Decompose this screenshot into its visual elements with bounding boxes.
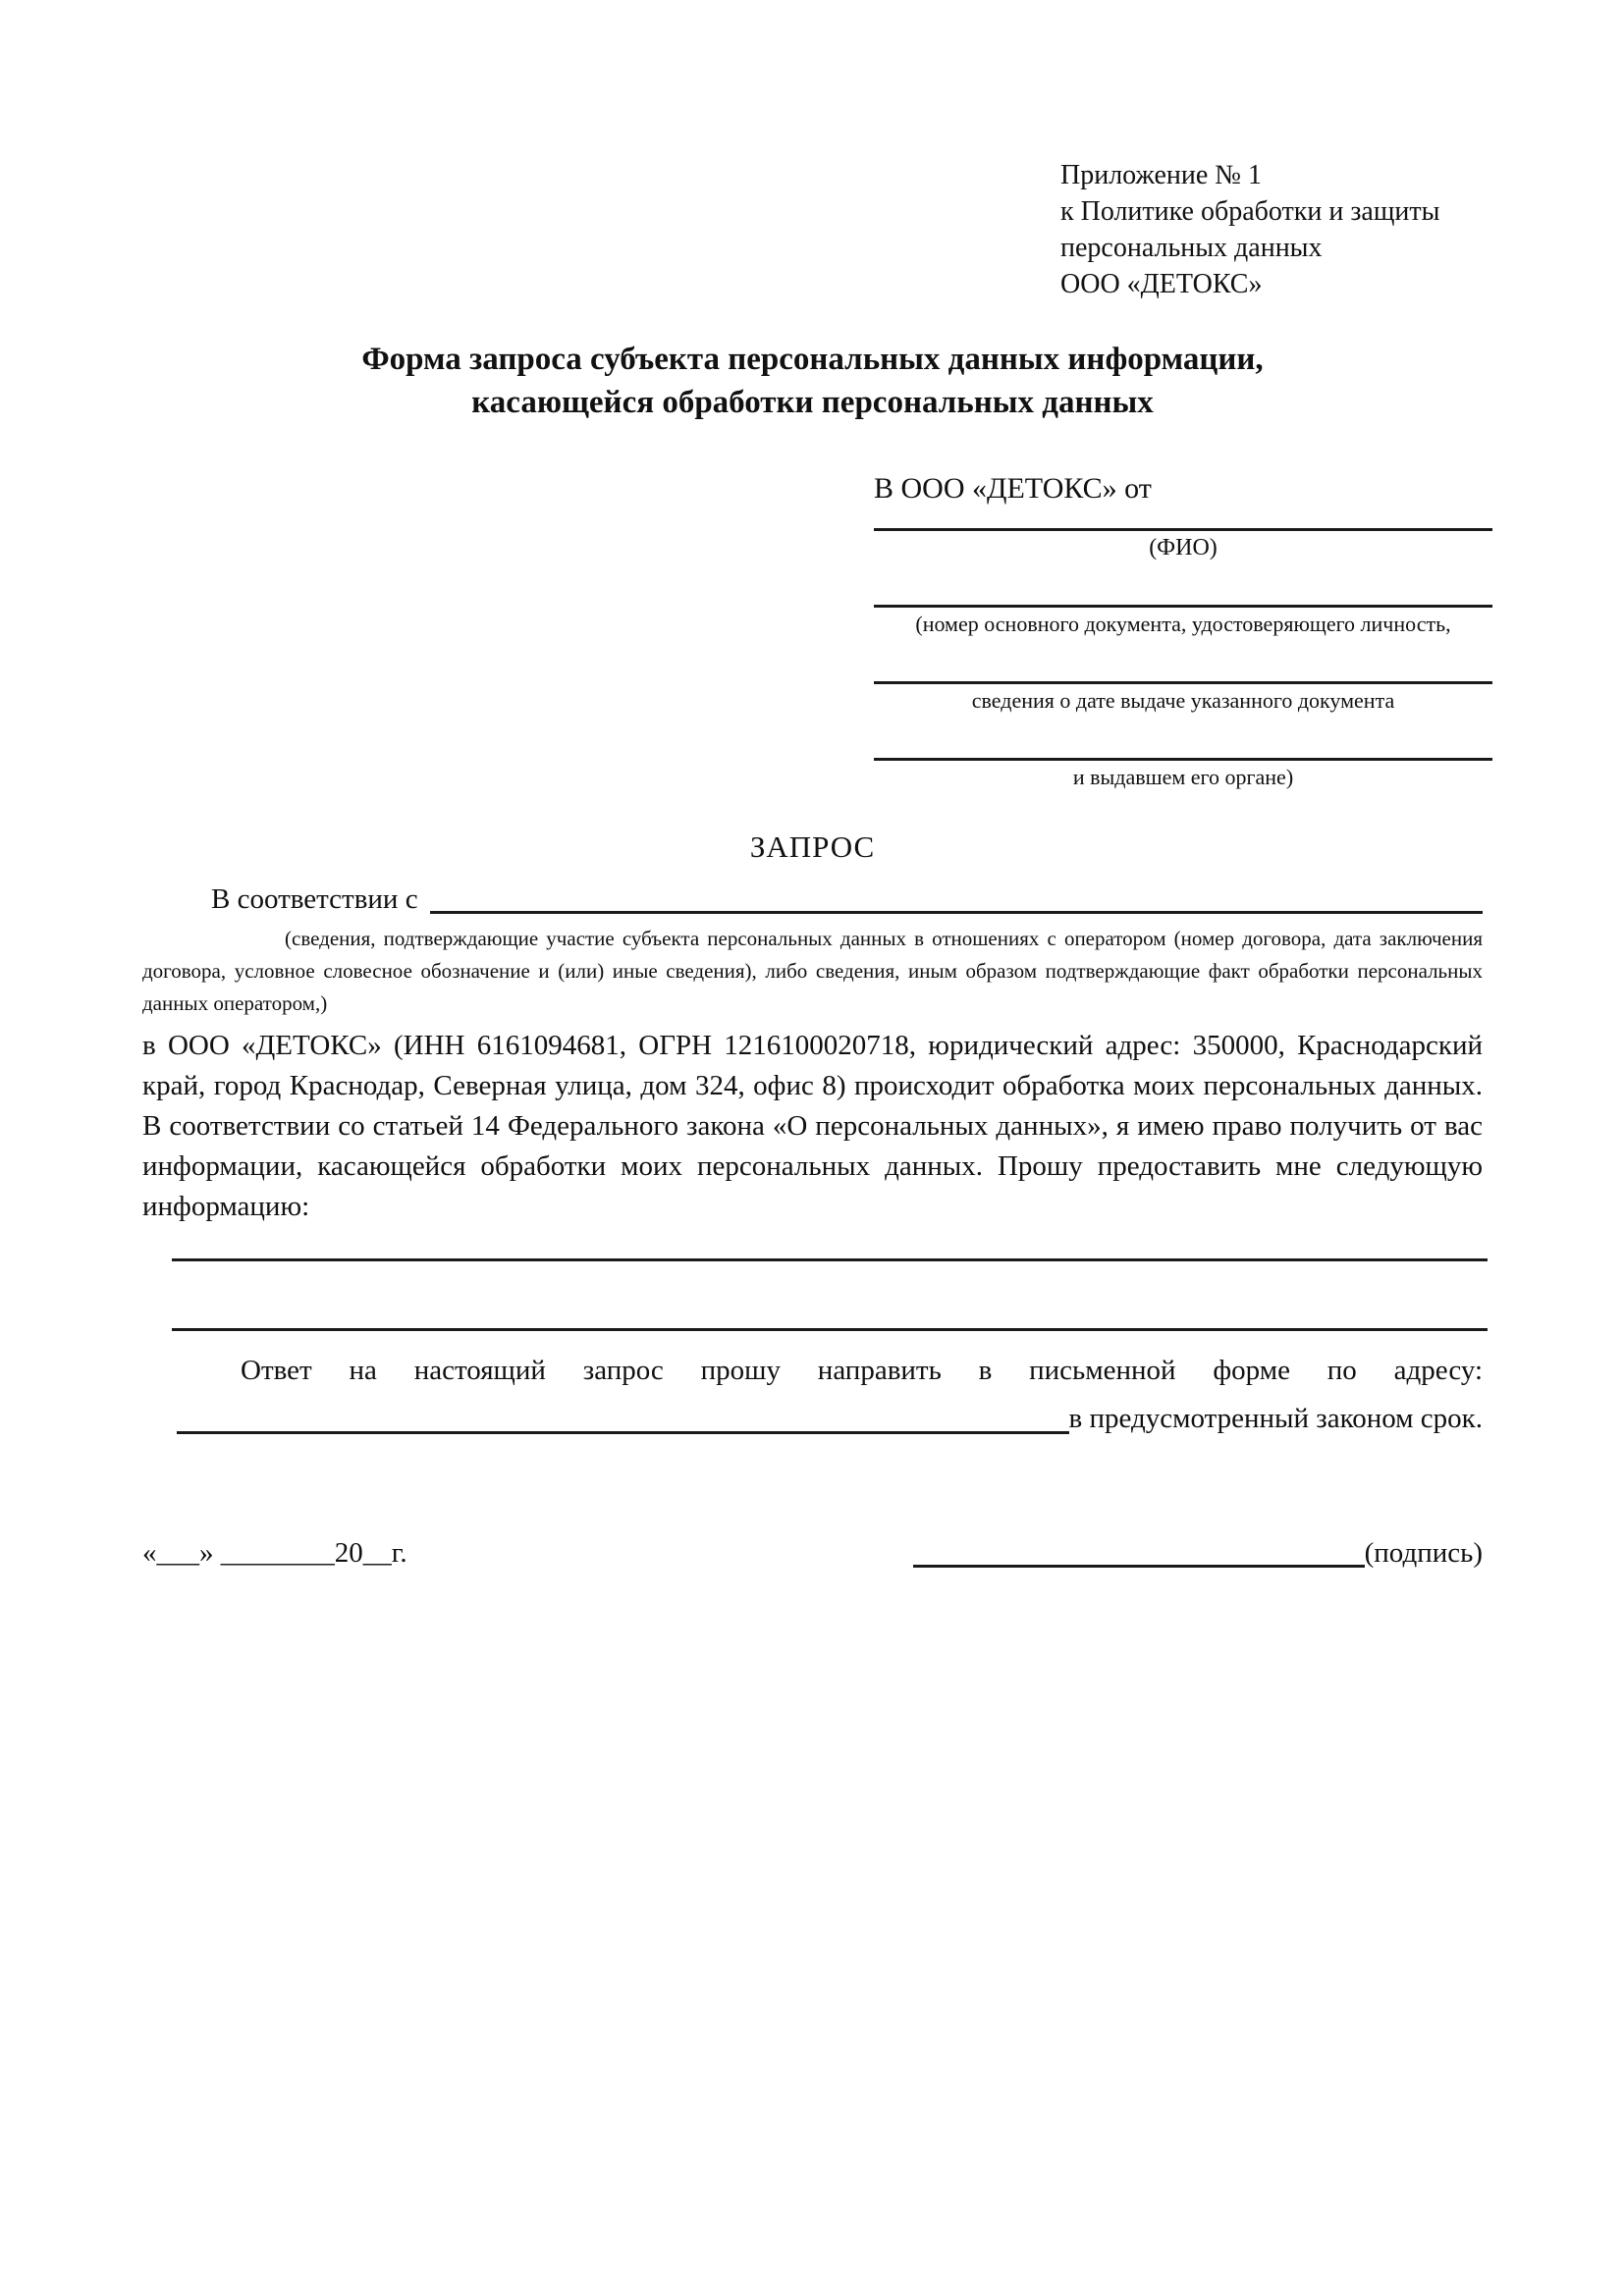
addressee-block [874, 469, 1492, 791]
appendix-line-4: ООО «ДЕТОКС» [1060, 269, 1263, 299]
request-intro-line [142, 880, 1483, 919]
appendix-block [1060, 0, 1483, 302]
signature-label: (подпись) [1364, 1537, 1483, 1569]
reply-sentence: Ответ на настоящий запрос прошу направить в письменной форме по адресу: [241, 1355, 1483, 1386]
date-blank-line: «___» ________20__г. [142, 1537, 407, 1569]
request-heading: ЗАПРОС [749, 829, 876, 864]
request-intro-prefix: В соответствии с [211, 883, 418, 915]
issuing-authority-field-label: и выдавшем его органе) [1072, 765, 1294, 789]
appendix-line-1: Приложение № 1 [1060, 160, 1262, 190]
issue-date-field-label: сведения о дате выдаче указанного документа [971, 688, 1395, 713]
information-fill-line-2 [172, 1328, 1488, 1331]
document-title [142, 338, 1483, 424]
document-number-field-label: (номер основного документа, удостоверяющего личность, [915, 612, 1451, 636]
information-fill-line-1 [172, 1258, 1488, 1261]
fio-fill-line [874, 508, 1492, 531]
request-note: (сведения, подтверждающие участие субъекта персональных данных в отношениях с оператором (номер договора, дата заключения договора, условное словесное обозначение и (или) иные сведения), либо сведения, иным образом подтверждающие факт обработки персональных данных оператором,) [142, 927, 1483, 1015]
document-title-line-2: касающейся обработки персональных данных [471, 385, 1154, 420]
request-intro-fill-line [430, 911, 1483, 914]
document-title-line-1: Форма запроса субъекта персональных данных информации, [361, 342, 1264, 377]
appendix-line-2: к Политике обработки и защиты [1060, 196, 1440, 227]
signature-row [142, 1533, 1483, 1573]
reply-address-line [142, 1399, 1483, 1439]
document-number-fill-line [874, 561, 1492, 608]
issuing-authority-fill-line [874, 715, 1492, 761]
reply-suffix: в предусмотренный законом срок. [1068, 1403, 1483, 1434]
reply-address-fill-line [177, 1431, 1069, 1434]
addressee-to-line: В ООО «ДЕТОКС» от [874, 472, 1152, 505]
signature-fill-line [913, 1565, 1365, 1568]
issue-date-fill-line [874, 638, 1492, 684]
signature-area [913, 1533, 1483, 1573]
request-body: в ООО «ДЕТОКС» (ИНН 6161094681, ОГРН 1216100020718, юридический адрес: 350000, Краснодарский край, город Краснодар, Северная улица, дом 324, офис 8) происходит обработка моих персональных данных. В соответствии со статьей 14 Федерального закона «О персональных данных», я имею право получить от вас информации, касающейся обработки моих персональных данных. Прошу предоставить мне следующую информацию: [142, 1030, 1483, 1222]
fio-field-label: (ФИО) [1149, 535, 1218, 561]
appendix-line-3: персональных данных [1060, 233, 1323, 263]
